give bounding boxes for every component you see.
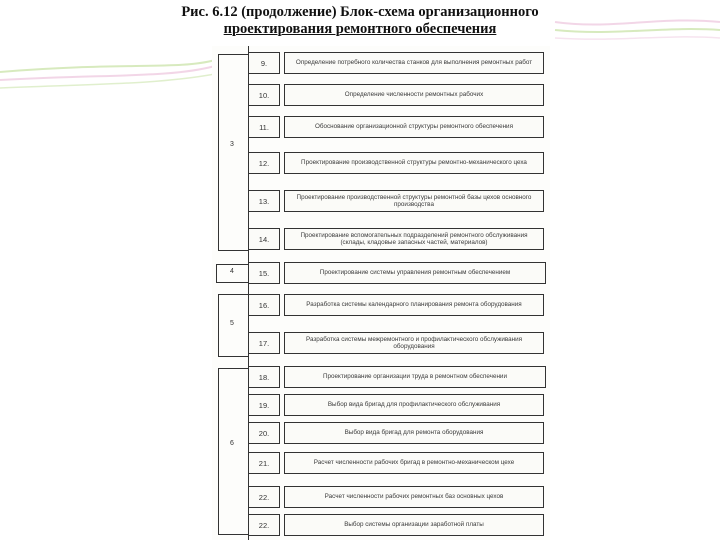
step-number-box: 9. — [248, 52, 280, 74]
step-number-box: 13. — [248, 190, 280, 212]
group-label: 6 — [230, 440, 234, 447]
group-bracket-4 — [216, 264, 217, 282]
step-text-box: Проектирование вспомогательных подразделений ремонтного обслуживания (склады, кладовые запасных частей, материалов) — [284, 228, 544, 250]
step-text-box: Выбор вида бригад для ремонта оборудования — [284, 422, 544, 444]
step-text-box: Определение численности ремонтных рабочих — [284, 84, 544, 106]
step-number-box: 15. — [248, 262, 280, 284]
step-text-box: Разработка системы межремонтного и профилактического обслуживания оборудования — [284, 332, 544, 354]
step-text-box: Обоснование организационной структуры ремонтного обеспечения — [284, 116, 544, 138]
step-number-box: 21. — [248, 452, 280, 474]
caption-line-1: Рис. 6.12 (продолжение) Блок-схема организационного — [181, 4, 539, 20]
flowchart — [212, 46, 550, 540]
group-label: 4 — [230, 268, 234, 275]
caption-line-2: проектирования ремонтного обеспечения — [223, 21, 497, 37]
step-number-box: 14. — [248, 228, 280, 250]
step-text-box: Разработка системы календарного планирования ремонта оборудования — [284, 294, 544, 316]
group-label: 3 — [230, 141, 234, 148]
step-text-box: Выбор вида бригад для профилактического обслуживания — [284, 394, 544, 416]
group-bracket-5 — [218, 294, 219, 356]
step-text-box: Выбор системы организации заработной платы — [284, 514, 544, 536]
step-number-box: 12. — [248, 152, 280, 174]
step-number-box: 20. — [248, 422, 280, 444]
step-text-box: Проектирование системы управления ремонтным обеспечением — [284, 262, 546, 284]
step-number-box: 22. — [248, 514, 280, 536]
step-text-box: Расчет численности рабочих бригад в ремонтно-механическом цехе — [284, 452, 544, 474]
step-number-box: 22. — [248, 486, 280, 508]
step-number-box: 10. — [248, 84, 280, 106]
step-text-box: Проектирование организации труда в ремонтном обеспечении — [284, 366, 546, 388]
step-text-box: Расчет численности рабочих ремонтных баз основных цехов — [284, 486, 544, 508]
step-number-box: 17. — [248, 332, 280, 354]
step-text-box: Определение потребного количества станков для выполнения ремонтных работ — [284, 52, 544, 74]
step-number-box: 16. — [248, 294, 280, 316]
group-bracket-3 — [218, 54, 219, 250]
step-number-box: 19. — [248, 394, 280, 416]
group-bracket-6 — [218, 368, 219, 534]
step-text-box: Проектирование производственной структуры ремонтно-механического цеха — [284, 152, 544, 174]
figure-caption — [120, 4, 600, 38]
step-number-box: 11. — [248, 116, 280, 138]
step-text-box: Проектирование производственной структуры ремонтной базы цехов основного производства — [284, 190, 544, 212]
group-label: 5 — [230, 320, 234, 327]
step-number-box: 18. — [248, 366, 280, 388]
